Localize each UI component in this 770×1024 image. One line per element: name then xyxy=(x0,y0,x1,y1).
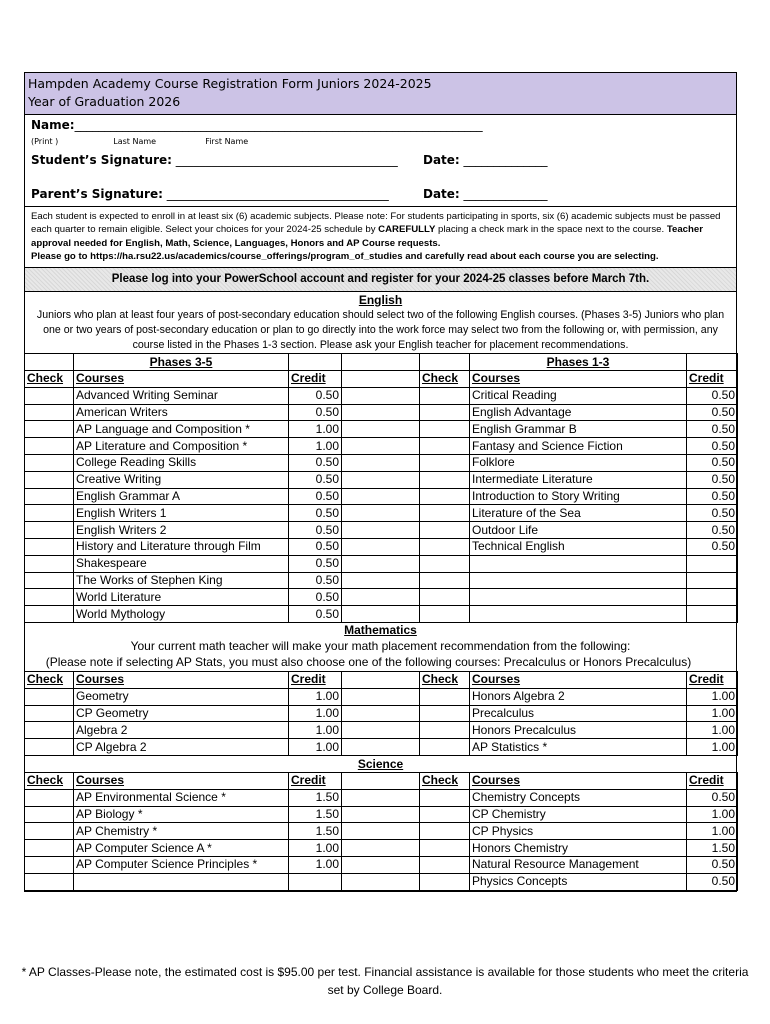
english-table xyxy=(24,353,738,623)
spacer-cell xyxy=(342,840,420,857)
course-credit-right: 0.50 xyxy=(687,522,738,539)
course-credit-left: 0.50 xyxy=(289,589,342,606)
course-row xyxy=(25,688,738,705)
course-credit-right: 0.50 xyxy=(687,438,738,455)
course-name-left: Creative Writing xyxy=(74,471,289,488)
check-box-right[interactable] xyxy=(420,455,470,472)
check-box-right[interactable] xyxy=(420,856,470,873)
course-name-right: Honors Chemistry xyxy=(470,840,687,857)
course-name-right: Physics Concepts xyxy=(470,873,687,890)
check-box-left[interactable] xyxy=(25,387,74,404)
course-name-right: English Advantage xyxy=(470,404,687,421)
course-name-left: Algebra 2 xyxy=(74,722,289,739)
course-name-left: English Writers 2 xyxy=(74,522,289,539)
credit-header: Credit xyxy=(687,371,738,388)
course-credit-right xyxy=(687,555,738,572)
name-field[interactable]: ____________________________________________________________________ xyxy=(74,118,483,132)
course-credit-left: 1.00 xyxy=(289,705,342,722)
course-credit-right: 0.50 xyxy=(687,404,738,421)
spacer-cell xyxy=(342,522,420,539)
spacer-cell xyxy=(342,589,420,606)
course-credit-right: 1.00 xyxy=(687,688,738,705)
course-credit-right: 0.50 xyxy=(687,421,738,438)
check-header: Check xyxy=(25,772,74,789)
course-credit-left: 1.00 xyxy=(289,739,342,756)
course-row xyxy=(25,387,738,404)
check-box-left[interactable] xyxy=(25,789,74,806)
check-box-right[interactable] xyxy=(420,840,470,857)
course-name-right: English Grammar B xyxy=(470,421,687,438)
course-row xyxy=(25,488,738,505)
print-label: (Print ) xyxy=(31,137,59,146)
credit-header: Credit xyxy=(289,772,342,789)
spacer-cell xyxy=(342,572,420,589)
check-box-right[interactable] xyxy=(420,572,470,589)
spacer-cell xyxy=(342,387,420,404)
course-credit-right: 1.50 xyxy=(687,840,738,857)
check-box-right[interactable] xyxy=(420,471,470,488)
check-header: Check xyxy=(420,371,470,388)
program-of-studies-note: Please go to https://ha.rsu22.us/academics/course_offerings/program_of_studies and carefully read about each course you are selecting. xyxy=(31,251,659,263)
spacer-cell xyxy=(342,488,420,505)
check-box-right[interactable] xyxy=(420,789,470,806)
course-credit-right: 1.00 xyxy=(687,705,738,722)
spacer-cell xyxy=(342,806,420,823)
check-box-right[interactable] xyxy=(420,806,470,823)
course-credit-left: 1.00 xyxy=(289,840,342,857)
course-name-left: Advanced Writing Seminar xyxy=(74,387,289,404)
first-name-label: First Name xyxy=(205,137,249,146)
course-credit-right: 0.50 xyxy=(687,488,738,505)
course-name-right: Folklore xyxy=(470,455,687,472)
course-name-right: Introduction to Story Writing xyxy=(470,488,687,505)
course-name-left: English Grammar A xyxy=(74,488,289,505)
course-name-left: AP Language and Composition * xyxy=(74,421,289,438)
math-description-1: Your current math teacher will make your math placement recommendation from the following: xyxy=(130,638,631,653)
course-row xyxy=(25,471,738,488)
course-name-left: American Writers xyxy=(74,404,289,421)
course-name-right: Precalculus xyxy=(470,705,687,722)
course-name-right: Fantasy and Science Fiction xyxy=(470,438,687,455)
spacer-cell xyxy=(342,539,420,556)
check-box-right[interactable] xyxy=(420,823,470,840)
check-box-left[interactable] xyxy=(25,806,74,823)
spacer-cell xyxy=(342,705,420,722)
course-row xyxy=(25,873,738,890)
course-row xyxy=(25,840,738,857)
course-credit-right xyxy=(687,589,738,606)
course-credit-left xyxy=(289,873,342,890)
course-credit-left: 1.00 xyxy=(289,438,342,455)
student-date-label: Date: xyxy=(423,153,460,167)
course-credit-left: 1.50 xyxy=(289,806,342,823)
course-name-right: Natural Resource Management xyxy=(470,856,687,873)
course-row xyxy=(25,438,738,455)
course-credit-right: 0.50 xyxy=(687,387,738,404)
course-row xyxy=(25,856,738,873)
course-name-left: World Mythology xyxy=(74,606,289,623)
course-credit-right: 0.50 xyxy=(687,539,738,556)
course-credit-right xyxy=(687,606,738,623)
course-row xyxy=(25,572,738,589)
parent-signature-field[interactable]: _____________________________________ xyxy=(162,187,389,201)
graduation-year: Year of Graduation 2026 xyxy=(28,94,181,109)
course-name-right xyxy=(470,589,687,606)
course-credit-left: 0.50 xyxy=(289,505,342,522)
spacer-cell xyxy=(342,421,420,438)
courses-header: Courses xyxy=(74,371,289,388)
check-box-left[interactable] xyxy=(25,572,74,589)
spacer-cell xyxy=(342,404,420,421)
last-name-label: Last Name xyxy=(113,137,157,146)
parent-date-field[interactable]: ______________ xyxy=(459,187,548,201)
course-row xyxy=(25,722,738,739)
check-box-right[interactable] xyxy=(420,387,470,404)
check-box-left[interactable] xyxy=(25,840,74,857)
check-box-left[interactable] xyxy=(25,606,74,623)
check-box-left[interactable] xyxy=(25,589,74,606)
check-box-left[interactable] xyxy=(25,555,74,572)
spacer-cell xyxy=(342,455,420,472)
course-name-right xyxy=(470,606,687,623)
course-name-right: Technical English xyxy=(470,539,687,556)
course-name-left: AP Environmental Science * xyxy=(74,789,289,806)
course-name-right: Literature of the Sea xyxy=(470,505,687,522)
course-row xyxy=(25,555,738,572)
courses-header: Courses xyxy=(470,671,687,688)
course-credit-right: 0.50 xyxy=(687,856,738,873)
phases-1-3-heading: Phases 1-3 xyxy=(470,354,687,371)
course-credit-left: 0.50 xyxy=(289,488,342,505)
signature-block xyxy=(25,115,736,207)
course-credit-right: 1.00 xyxy=(687,739,738,756)
course-row xyxy=(25,789,738,806)
english-description: Juniors who plan at least four years of post-secondary education should select two of the following English courses. (Phases 3-5) Juniors who plan one or two years of post-secondary education or plan to go directly into the work force may select two from the following or, with permission, any course listed in the Phases 1-3 section. Please ask your English teacher for placement recommendations. xyxy=(36,308,725,352)
course-credit-right xyxy=(687,572,738,589)
check-header: Check xyxy=(25,671,74,688)
intro-text xyxy=(25,207,736,268)
course-credit-left: 0.50 xyxy=(289,606,342,623)
course-row xyxy=(25,823,738,840)
course-row xyxy=(25,539,738,556)
course-name-right: Honors Algebra 2 xyxy=(470,688,687,705)
powerschool-banner: Please log into your PowerSchool account and register for your 2024-25 classes before March 7th. xyxy=(25,268,736,292)
course-row xyxy=(25,455,738,472)
credit-header: Credit xyxy=(687,772,738,789)
course-name-left: CP Algebra 2 xyxy=(74,739,289,756)
course-row xyxy=(25,739,738,756)
course-credit-left: 0.50 xyxy=(289,387,342,404)
course-row xyxy=(25,589,738,606)
spacer-cell xyxy=(342,438,420,455)
course-credit-left: 0.50 xyxy=(289,404,342,421)
course-credit-right: 0.50 xyxy=(687,873,738,890)
course-row xyxy=(25,522,738,539)
check-header: Check xyxy=(420,671,470,688)
spacer-cell xyxy=(342,688,420,705)
phases-3-5-heading: Phases 3-5 xyxy=(74,354,289,371)
course-name-right: Critical Reading xyxy=(470,387,687,404)
courses-header: Courses xyxy=(74,671,289,688)
course-credit-left: 1.00 xyxy=(289,722,342,739)
course-row xyxy=(25,806,738,823)
spacer-cell xyxy=(342,789,420,806)
student-signature-field[interactable]: _____________________________________ xyxy=(171,153,398,167)
spacer-cell xyxy=(342,722,420,739)
credit-header: Credit xyxy=(289,371,342,388)
check-header: Check xyxy=(420,772,470,789)
credit-header: Credit xyxy=(289,671,342,688)
course-name-right: Intermediate Literature xyxy=(470,471,687,488)
course-credit-left: 0.50 xyxy=(289,471,342,488)
course-name-left: AP Biology * xyxy=(74,806,289,823)
registration-form xyxy=(24,72,737,892)
check-box-right[interactable] xyxy=(420,705,470,722)
math-table xyxy=(24,671,738,756)
check-box-right[interactable] xyxy=(420,688,470,705)
spacer-cell xyxy=(342,555,420,572)
courses-header: Courses xyxy=(74,772,289,789)
course-credit-left: 0.50 xyxy=(289,522,342,539)
course-credit-left: 0.50 xyxy=(289,572,342,589)
course-credit-right: 0.50 xyxy=(687,789,738,806)
course-name-left: AP Computer Science Principles * xyxy=(74,856,289,873)
check-box-right[interactable] xyxy=(420,589,470,606)
check-box-left[interactable] xyxy=(25,739,74,756)
student-date-field[interactable]: ______________ xyxy=(459,153,548,167)
course-name-left: Geometry xyxy=(74,688,289,705)
check-box-right[interactable] xyxy=(420,404,470,421)
course-credit-left: 0.50 xyxy=(289,455,342,472)
course-name-left: AP Chemistry * xyxy=(74,823,289,840)
check-box-right[interactable] xyxy=(420,555,470,572)
course-name-left: History and Literature through Film xyxy=(74,539,289,556)
check-box-left[interactable] xyxy=(25,688,74,705)
course-name-right: CP Physics xyxy=(470,823,687,840)
check-box-left[interactable] xyxy=(25,404,74,421)
spacer-cell xyxy=(342,505,420,522)
course-name-left: College Reading Skills xyxy=(74,455,289,472)
check-box-right[interactable] xyxy=(420,873,470,890)
student-signature-label: Student’s Signature: xyxy=(31,153,172,167)
intro-text-a: Each student is expected to enroll in at least six (6) academic subjects. Please note: For students participating in sports, six (6) academic subjects must be passed each quarter to remain eligible. Select your choices for your 2024-25 schedule by xyxy=(31,211,721,236)
courses-header: Courses xyxy=(470,371,687,388)
course-credit-right: 0.50 xyxy=(687,455,738,472)
course-name-right xyxy=(470,572,687,589)
check-box-right[interactable] xyxy=(420,421,470,438)
spacer-cell xyxy=(342,606,420,623)
course-credit-left: 1.00 xyxy=(289,856,342,873)
course-credit-right: 0.50 xyxy=(687,471,738,488)
check-box-right[interactable] xyxy=(420,522,470,539)
spacer-cell xyxy=(342,873,420,890)
course-credit-left: 0.50 xyxy=(289,555,342,572)
check-box-left[interactable] xyxy=(25,722,74,739)
spacer-cell xyxy=(342,856,420,873)
course-name-left: The Works of Stephen King xyxy=(74,572,289,589)
course-row xyxy=(25,404,738,421)
courses-header: Courses xyxy=(470,772,687,789)
check-box-left[interactable] xyxy=(25,539,74,556)
ap-cost-footnote: * AP Classes-Please note, the estimated cost is $95.00 per test. Financial assistance is available for those students who meet the criteria set by College Board. xyxy=(21,965,749,997)
course-name-left: English Writers 1 xyxy=(74,505,289,522)
course-row xyxy=(25,505,738,522)
course-row xyxy=(25,421,738,438)
name-label: Name: xyxy=(31,118,75,132)
spacer-cell xyxy=(342,823,420,840)
mathematics-title: Mathematics xyxy=(344,622,417,637)
check-box-right[interactable] xyxy=(420,722,470,739)
check-box-left[interactable] xyxy=(25,705,74,722)
parent-signature-label: Parent’s Signature: xyxy=(31,187,163,201)
science-title: Science xyxy=(357,756,404,771)
spacer-cell xyxy=(342,471,420,488)
course-name-right xyxy=(470,555,687,572)
course-credit-right: 1.00 xyxy=(687,823,738,840)
check-box-right[interactable] xyxy=(420,505,470,522)
intro-text-emphasis: CAREFULLY xyxy=(378,224,436,236)
course-name-left xyxy=(74,873,289,890)
check-box-left[interactable] xyxy=(25,421,74,438)
course-credit-left: 1.00 xyxy=(289,688,342,705)
course-name-right: CP Chemistry xyxy=(470,806,687,823)
course-name-right: Honors Precalculus xyxy=(470,722,687,739)
check-box-left[interactable] xyxy=(25,488,74,505)
course-credit-right: 1.00 xyxy=(687,722,738,739)
check-box-right[interactable] xyxy=(420,606,470,623)
course-credit-right: 0.50 xyxy=(687,505,738,522)
course-name-left: Shakespeare xyxy=(74,555,289,572)
course-row xyxy=(25,606,738,623)
course-credit-left: 1.50 xyxy=(289,823,342,840)
math-description-2: (Please note if selecting AP Stats, you must also choose one of the following courses: Precalculus or Honors Precalculus) xyxy=(45,655,692,670)
intro-text-c: placing a check mark in the space next to the course. xyxy=(435,224,667,236)
parent-date-label: Date: xyxy=(423,187,460,201)
course-name-left: CP Geometry xyxy=(74,705,289,722)
course-name-right: Chemistry Concepts xyxy=(470,789,687,806)
course-credit-left: 0.50 xyxy=(289,539,342,556)
teacher-approval-note: Teacher approval needed for English, Math, Science, Languages, Honors and AP Course requests. xyxy=(31,224,703,249)
form-title: Hampden Academy Course Registration Form Juniors 2024-2025 xyxy=(28,76,432,91)
course-row xyxy=(25,705,738,722)
english-title: English xyxy=(358,292,403,307)
course-name-left: AP Computer Science A * xyxy=(74,840,289,857)
check-box-left[interactable] xyxy=(25,873,74,890)
check-box-left[interactable] xyxy=(25,505,74,522)
course-name-right: AP Statistics * xyxy=(470,739,687,756)
course-name-right: Outdoor Life xyxy=(470,522,687,539)
science-table xyxy=(24,772,738,891)
check-box-right[interactable] xyxy=(420,539,470,556)
check-box-left[interactable] xyxy=(25,438,74,455)
spacer-cell xyxy=(342,739,420,756)
check-box-right[interactable] xyxy=(420,438,470,455)
course-credit-left: 1.00 xyxy=(289,421,342,438)
check-box-right[interactable] xyxy=(420,739,470,756)
credit-header: Credit xyxy=(687,671,738,688)
check-box-left[interactable] xyxy=(25,823,74,840)
check-box-right[interactable] xyxy=(420,488,470,505)
course-name-left: World Literature xyxy=(74,589,289,606)
check-box-left[interactable] xyxy=(25,856,74,873)
check-box-left[interactable] xyxy=(25,471,74,488)
check-header: Check xyxy=(25,371,74,388)
course-credit-right: 1.00 xyxy=(687,806,738,823)
form-header xyxy=(25,73,736,115)
check-box-left[interactable] xyxy=(25,522,74,539)
check-box-left[interactable] xyxy=(25,455,74,472)
course-credit-left: 1.50 xyxy=(289,789,342,806)
course-name-left: AP Literature and Composition * xyxy=(74,438,289,455)
